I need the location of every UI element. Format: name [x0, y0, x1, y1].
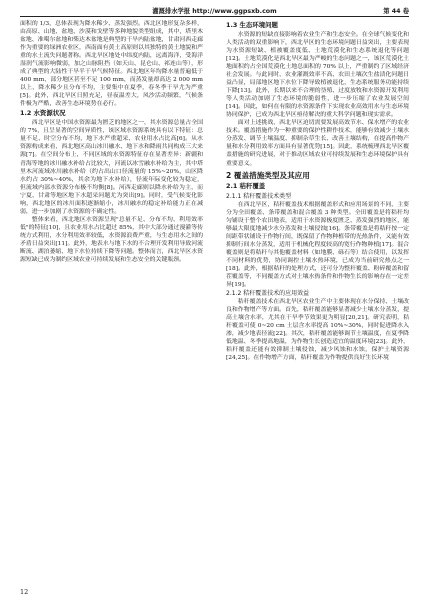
paragraph: 秸秆覆盖技术在西北旱区农业生产中主要体现在水分保持、土壤改良和作物增产等方面。首先，秸秆覆盖能够显著减少土壤水分蒸发，提高土壤含水率，尤其在干旱季节效果更为明显[20,21]。研究表明，秸秆覆盖可使 0~20 cm 土层含水率提高 10%~30%，同时促进降水入渗，减少地表径流[22]。其次，秸秆覆盖能够调节土壤温度，在夏季降低地温、冬季提高地温，为作物生长创造适宜的温度环境[23]。此外，秸秆覆盖还能有效抑制土壤侵蚀，减少风蚀和水蚀，保护土壤资源[24,25]。在作物增产方面，秸秆覆盖为作物提供良好生长环境 [226, 298, 409, 362]
paragraph: 在西北旱区，秸秆覆盖技术根据覆盖形式和应用场景的不同，主要分为全田覆盖、条带覆盖和混合覆盖 3 种类型。全田覆盖是将秸秆均匀铺设于整个农田地表，适用于水资源极度匮乏、蒸发强烈的地区，能够最大限度地减少水分蒸发和土壤侵蚀[16]。条带覆盖是将秸秆按一定间距带状铺设于作物行间，既保留了作物种植带的光热条件，又能有效抑制行间水分蒸发，适用于机械化程度较高的宽行作物种植[17]。混合覆盖则是将秸秆与其他覆盖材料（如地膜、砾石等）结合使用，以发挥不同材料的优势，协同调控土壤水热环境，已成为当前研究热点之一[18]。此外，根据秸秆的处理方式，还可分为整秆覆盖、粉碎覆盖和留茬覆盖等，不同覆盖方式对土壤水热条件和作物生长的影响存在一定差异[19]。 [226, 201, 409, 288]
paragraph: 水资源的短缺直接影响着农业生产和生态安全。在全球气候变化和人类活动的双重影响下，西北旱区的生态环境问题日益突出，主要表现为水资源短缺、植被覆盖度低、土地荒漠化和生态系统退化等问题[12]。土地荒漠化是西北旱区最为严峻的生态问题之一，该区荒漠化土地面积约占全国荒漠化土地总面积的 70% 以上，严重制约了区域经济社会发展。与此同时，农业灌溉效率不高、农田土壤次生盐渍化问题日益凸显，局部地区地下水位下降导致植被退化，生态系统服务功能持续下降[13]。此外，长期以来不合理的垦殖、过度放牧和水资源开发利用等人类活动加剧了生态环境的脆弱性，进一步压缩了农业发展空间[14]。因此，如何在有限的水资源条件下实现农业高效用水与生态环境协同保护，已成为西北旱区亟待解决的重大科学问题和现实需求。 [226, 32, 409, 119]
subsection-heading: 2.1 秸秆覆盖 [226, 181, 266, 190]
section-heading: 1.2 水资源状况 [20, 109, 66, 118]
paragraph: 整体来看，西北地区水资源呈现"总量不足、分布不均、利用效率低"的特征[10]，且农业用水占比超过 85%，其中大部分通过漫灌等传统方式利用，水分利用效率较低，水资源浪费严重，与生态用水之间的矛盾日益突出[11]。此外，地表水与地下水的不合理开发利用导致河流断流、湖泊萎缩、地下水位持续下降等问题。整体而言，西北旱区水资源短缺已成为制约区域农业可持续发展和生态安全的关键瓶颈。 [20, 216, 203, 263]
right-column [226, 20, 409, 362]
page-header [20, 4, 409, 18]
header-rule [20, 16, 409, 17]
subsubsection-heading: 2.1.1 秸秆覆盖技术类型 [226, 192, 292, 200]
journal-title: 灌溉排水学报 http://www.ggpsxb.com [152, 8, 277, 15]
left-column [20, 20, 203, 264]
subsubsection-heading: 2.1.2 秸秆覆盖技术的应用效益 [226, 289, 310, 297]
paragraph: 面积的 1/3，总体表现为降水稀少、蒸发强烈。西北区地形复杂多样，由高原、山地、盆地、沙漠和戈壁等多种地貌类型组成，其中，塔里木盆地、准噶尔盆地和柴达木盆地是典型的干旱内陆盆地，甘肃河西走廊作为重要的绿洲农业区，西南面有黄土高原则以其独特的黄土地貌和严重的水土流失问题著称。西北旱区地处中纬度内陆，远离海洋，受海洋湿润气流影响微弱，加之山脉阻挡（如天山、昆仑山、祁连山等），形成了典型的大陆性干旱半干旱气候特征。西北地区年均降水量普遍低于 400 mm，部分地区甚至不足 100 mm，而蒸发量却高达 2 000 mm 以上，降水稀少且分布不均，主要集中在夏季，春冬季干旱尤为严重[5]。此外，西北旱区日照充足，昼夜温差大，风沙活动频繁，气候条件极为严酷，改善生态环境势在必行。 [20, 21, 203, 108]
volume-label: 第 44 卷 [383, 8, 409, 15]
paragraph: 面对上述挑战，西北旱区迫切需要发展高效节水、保水增产的农业技术。覆盖措施作为一种重要的保护性耕作技术，能够有效减少土壤水分蒸发、调节土壤温度、抑制杂草生长、改善土壤结构，在提高作物产量和水分利用效率方面具有显著优势[15]。因此，系统梳理西北旱区覆盖措施的研究进展，对于推动区域农业可持续发展和生态环境保护具有重要意义。 [226, 120, 409, 167]
page-number: 12 [20, 588, 29, 596]
paragraph: 西北旱区是中国水资源最为匮乏的地区之一，其水资源总量占全国的 7%，且呈显著的空间异质性，该区域水资源系统具有以下特征：总量不足、时空分布不均，地下水严重超采、农业用水占比高[6]。从水资源构成来看，西北地区高山冰川融水、地下水和降雨共同构成三大来源[7]。在空间分布上，不同区域的水资源特征存在显著差异：新疆和青海等地的冰川融水补给占比较大，河流以冰雪融水补给为主，其中塔里木河流域冰川融水补给（约占出山口径流量的 15%~20%，山区降水约占 30%~40%，其余为地下水补给），径流年际变化较为稳定，但流域内部水资源分布极不均衡[8]。河西走廊则以降水补给为主，而宁夏、甘肃等地区地下水超采问题尤为突出[9]。同时，受气候变化影响，西北地区的冰川面积逐渐缩小，冰川融水的稳定补给能力正在减弱，进一步加剧了水资源的不确定性。 [20, 120, 203, 215]
section-heading: 2 覆盖措施类型及其应用 [226, 170, 310, 180]
section-heading: 1.3 生态环境问题 [226, 21, 278, 29]
